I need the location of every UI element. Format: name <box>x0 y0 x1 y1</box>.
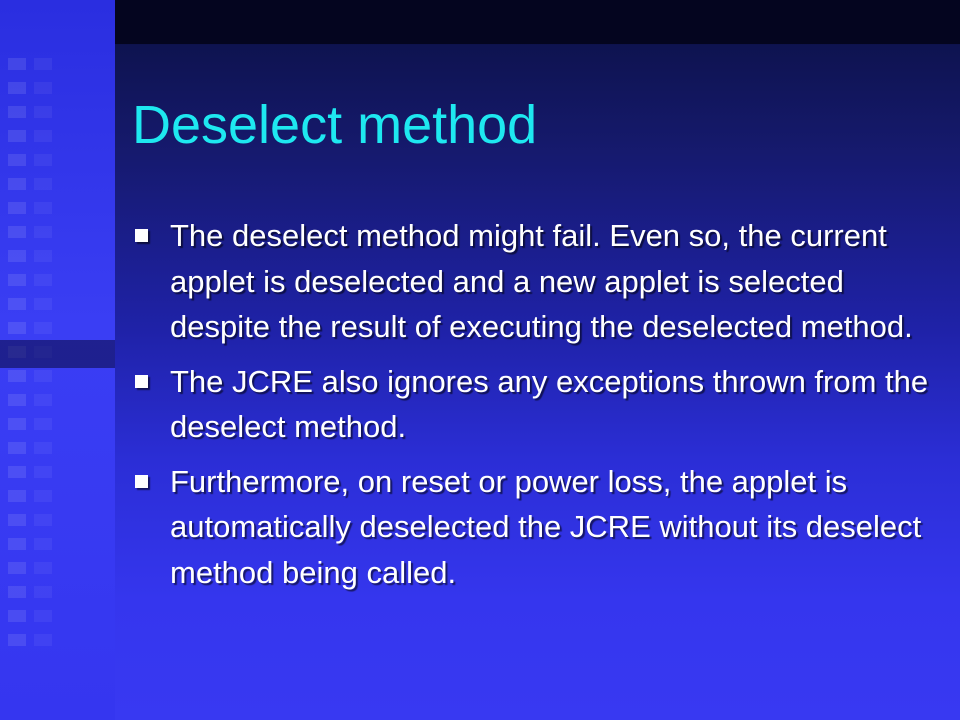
bullet-item <box>132 213 932 350</box>
square-bullet-icon <box>135 475 148 488</box>
bullet-text: Furthermore, on reset or power loss, the applet is automatically deselected the JCRE without its deselect method being called. <box>170 463 922 590</box>
slide-title: Deselect method <box>132 95 538 155</box>
bullet-text: The deselect method might fail. Even so, the current applet is deselected and a new applet is selected despite the result of executing the deselected method. <box>170 218 913 344</box>
square-bullet-icon <box>135 229 148 242</box>
left-stripe-decoration <box>0 0 115 720</box>
bullet-text: The JCRE also ignores any exceptions thrown from the deselect method. <box>170 363 929 444</box>
bullet-item <box>132 359 932 450</box>
stripe-dark-band <box>0 340 115 368</box>
square-bullet-icon <box>135 375 148 388</box>
top-dark-bar <box>115 0 960 44</box>
bullet-list <box>132 213 932 595</box>
bullet-item <box>132 459 932 596</box>
